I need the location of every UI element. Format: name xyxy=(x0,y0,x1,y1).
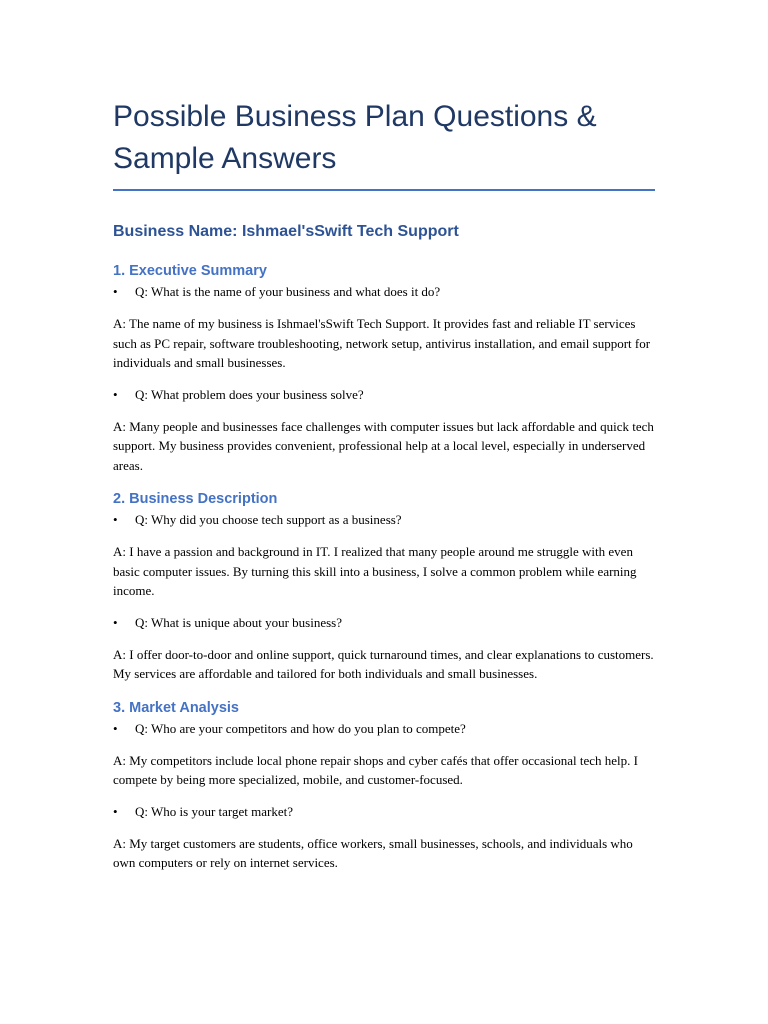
question-text: Q: What problem does your business solve? xyxy=(135,386,364,402)
answer-text: A: My target customers are students, office workers, small businesses, schools, and individuals who own computers or rely on internet services. xyxy=(113,835,633,870)
question-bullet xyxy=(113,385,655,405)
question-text: Q: What is unique about your business? xyxy=(135,614,343,630)
section-business-description xyxy=(113,488,655,684)
page-title: Possible Business Plan Questions & Sample Answers xyxy=(113,100,597,175)
bullet-icon: • xyxy=(113,386,118,402)
question-bullet xyxy=(113,802,655,822)
bullet-icon: • xyxy=(113,512,118,527)
bullet-icon: • xyxy=(113,720,118,736)
question-bullet xyxy=(113,282,655,302)
question-text: Q: Why did you choose tech support as a business? xyxy=(135,512,402,527)
answer-text: A: The name of my business is Ishmael'sSwift Tech Support. It provides fast and reliable IT services such as PC repair, software troubleshooting, network setup, antivirus installation, and email support for individuals and small businesses. xyxy=(113,316,651,370)
answer-text: A: Many people and businesses face challenges with computer issues but lack affordable and quick tech support. My business provides convenient, professional help at a local level, especially in underserved areas. xyxy=(113,418,654,473)
title-underline-rule xyxy=(113,189,655,191)
bullet-icon: • xyxy=(113,614,118,630)
section-heading: 1. Executive Summary xyxy=(113,263,267,279)
question-bullet xyxy=(113,510,655,530)
bullet-icon: • xyxy=(113,803,118,819)
answer-text: A: I have a passion and background in IT. I realized that many people around me struggle with even basic computer issues. By turning this skill into a business, I solve a common problem while earning income. xyxy=(113,544,637,598)
document-page xyxy=(113,96,655,885)
question-text: Q: Who are your competitors and how do you plan to compete? xyxy=(135,720,466,736)
section-heading: 3. Market Analysis xyxy=(113,699,239,716)
question-bullet xyxy=(113,613,655,633)
question-bullet xyxy=(113,719,655,739)
bullet-icon: • xyxy=(113,284,118,299)
section-heading: 2. Business Description xyxy=(113,491,278,507)
question-text: Q: What is the name of your business and what does it do? xyxy=(135,284,441,299)
business-name-heading: Business Name: Ishmael'sSwift Tech Support xyxy=(113,223,459,240)
question-text: Q: Who is your target market? xyxy=(135,803,294,819)
section-executive-summary xyxy=(113,260,655,475)
section-market-analysis xyxy=(113,697,655,873)
answer-text: A: My competitors include local phone repair shops and cyber cafés that offer occasional tech help. I compete by being more specialized, mobile, and customer-focused. xyxy=(113,752,638,787)
answer-text: A: I offer door-to-door and online support, quick turnaround times, and clear explanations to customers. My services are affordable and tailored for both individuals and small businesses. xyxy=(113,646,654,681)
